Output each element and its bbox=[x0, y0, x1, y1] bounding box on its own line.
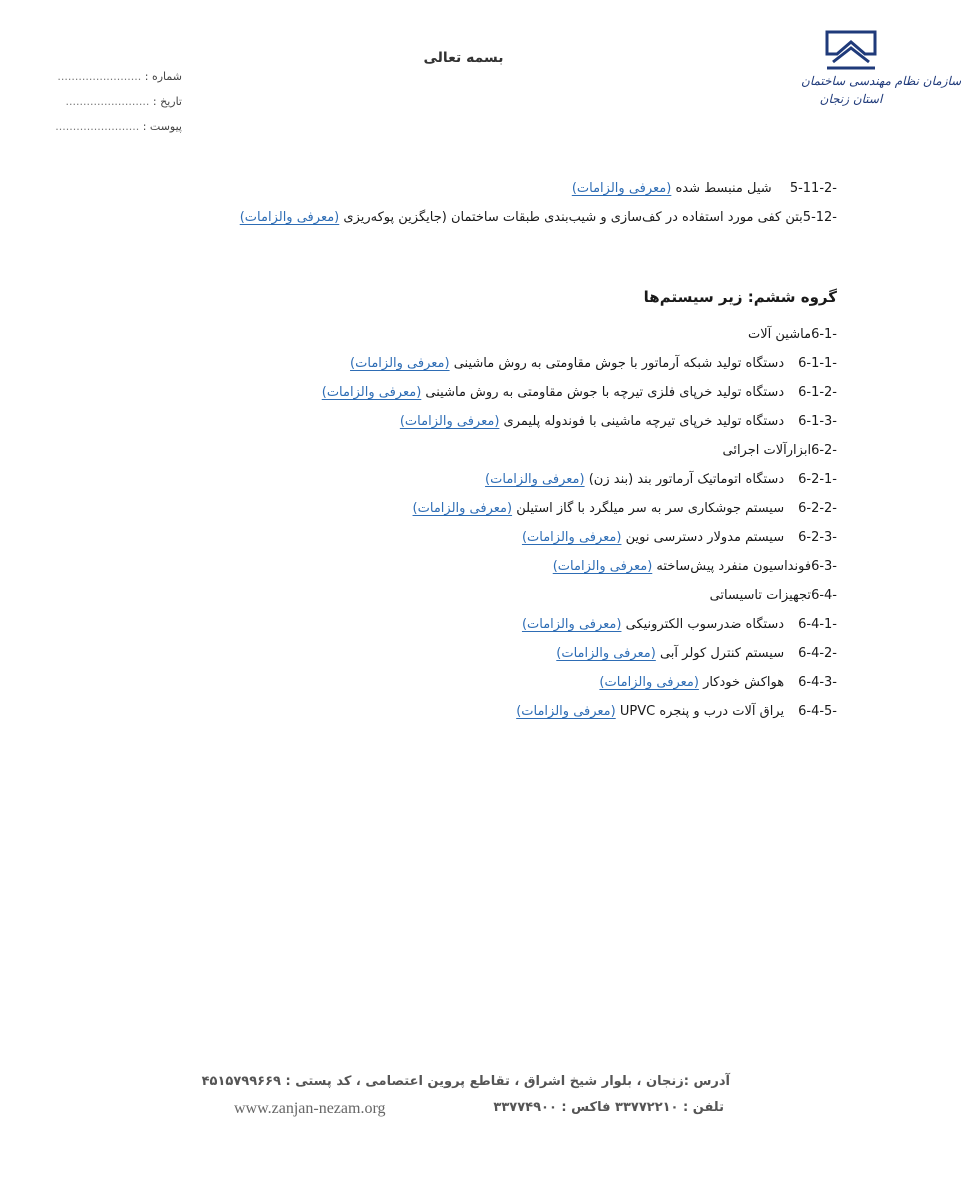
item-number: 6-1- bbox=[811, 327, 837, 342]
basmala-heading: بسمه تعالی bbox=[423, 50, 504, 66]
item-number: 6-2-2- bbox=[798, 501, 837, 516]
footer-contact bbox=[200, 1098, 730, 1126]
item-link[interactable]: (معرفی والزامات) bbox=[521, 617, 622, 632]
logo-province: استان زنجان bbox=[819, 92, 883, 106]
footer-address: آدرس :زنجان ، بلوار شیخ اشراق ، تقاطع پروین اعتصامی ، کد پستی : ۴۵۱۵۷۹۹۶۶۹ bbox=[201, 1074, 730, 1089]
document-body bbox=[197, 174, 837, 726]
item-text: دستگاه ضدرسوب الکترونیکی bbox=[625, 617, 785, 632]
list-item bbox=[197, 174, 837, 203]
list-item bbox=[197, 320, 837, 349]
item-number: 6-4-1- bbox=[798, 617, 837, 632]
item-link[interactable]: (معرفی والزامات) bbox=[321, 385, 422, 400]
item-number: 6-1-1- bbox=[798, 356, 837, 371]
list-item bbox=[197, 552, 837, 581]
list-item bbox=[197, 697, 837, 726]
item-link[interactable]: (معرفی والزامات) bbox=[516, 704, 616, 719]
list-item bbox=[197, 639, 837, 668]
item-link[interactable]: (معرفی والزامات) bbox=[599, 675, 699, 690]
item-number: 6-4-2- bbox=[798, 646, 837, 661]
item-text: سیستم مدولار دسترسی نوین bbox=[625, 530, 785, 545]
item-text: ابزارآلات اجرائی bbox=[722, 443, 812, 458]
list-item bbox=[197, 581, 837, 610]
section-list bbox=[197, 320, 837, 726]
list-item bbox=[197, 610, 837, 639]
item-number: 6-1-2- bbox=[798, 385, 837, 400]
item-number: 6-4-5- bbox=[798, 704, 837, 719]
item-text: شیل منبسط شده bbox=[675, 181, 772, 196]
item-text: دستگاه تولید خرپای فلزی تیرچه با جوش مقاومتی به روش ماشینی bbox=[425, 385, 785, 400]
item-link[interactable]: (معرفی والزامات) bbox=[399, 414, 500, 429]
footer-phone-fax: تلفن : ۳۳۷۷۲۲۱۰ فاکس : ۳۳۷۷۴۹۰۰ bbox=[493, 1100, 724, 1115]
meta-attachment-label: پیوست : bbox=[142, 120, 182, 133]
organization-logo bbox=[801, 28, 961, 124]
logo-org-name: سازمان نظام مهندسی ساختمان bbox=[801, 74, 961, 88]
meta-number-label: شماره : bbox=[144, 70, 182, 83]
item-number: 6-4-3- bbox=[798, 675, 837, 690]
item-text: بتن کفی مورد استفاده در کف‌سازی و شیب‌بندی طبقات ساختمان (جایگزین پوکه‌ریزی bbox=[343, 210, 803, 225]
meta-date-dots: ........................ bbox=[65, 95, 150, 108]
list-item bbox=[197, 203, 837, 232]
item-number: 6-2- bbox=[811, 443, 837, 458]
page-footer bbox=[200, 1070, 730, 1126]
item-text: دستگاه تولید شبکه آرماتور با جوش مقاومتی به روش ماشینی bbox=[453, 356, 785, 371]
item-text: سیستم جوشکاری سر به سر میلگرد با گاز استیلن bbox=[516, 501, 785, 516]
item-text: هواکش خودکار bbox=[703, 675, 785, 690]
meta-number-dots: ........................ bbox=[57, 70, 142, 83]
list-item bbox=[197, 494, 837, 523]
item-text: فونداسیون منفرد پیش‌ساخته bbox=[656, 559, 812, 574]
section-heading: گروه ششم: زیر سیستم‌ها bbox=[643, 288, 837, 306]
item-number: 6-4- bbox=[811, 588, 837, 603]
item-link[interactable]: (معرفی والزامات) bbox=[239, 210, 340, 225]
list-item bbox=[197, 523, 837, 552]
meta-number bbox=[52, 64, 182, 89]
meta-date-label: تاریخ : bbox=[152, 95, 182, 108]
list-item bbox=[197, 378, 837, 407]
letter-meta bbox=[52, 64, 182, 139]
item-link[interactable]: (معرفی والزامات) bbox=[552, 559, 653, 574]
list-item bbox=[197, 465, 837, 494]
meta-date bbox=[52, 89, 182, 114]
item-number: 5-12- bbox=[802, 210, 837, 225]
list-item bbox=[197, 407, 837, 436]
item-link[interactable]: (معرفی والزامات) bbox=[485, 472, 585, 487]
item-link[interactable]: (معرفی والزامات) bbox=[412, 501, 513, 516]
item-text: ماشین آلات bbox=[748, 327, 812, 342]
item-text: دستگاه اتوماتیک آرماتور بند (بند زن) bbox=[588, 472, 785, 487]
item-text: سیستم کنترل کولر آبی bbox=[659, 646, 785, 661]
meta-attachment-dots: ........................ bbox=[55, 120, 140, 133]
item-text: تجهیزات تاسیساتی bbox=[709, 588, 812, 603]
list-item bbox=[197, 436, 837, 465]
meta-attachment bbox=[52, 114, 182, 139]
item-text: دستگاه تولید خرپای تیرچه ماشینی با فوندوله پلیمری bbox=[503, 414, 785, 429]
footer-website-link[interactable]: www.zanjan-nezam.org bbox=[234, 1100, 386, 1117]
item-number: 5-11-2- bbox=[789, 181, 837, 196]
item-link[interactable]: (معرفی والزامات) bbox=[521, 530, 622, 545]
list-item bbox=[197, 668, 837, 697]
item-number: 6-2-3- bbox=[798, 530, 837, 545]
item-number: 6-2-1- bbox=[798, 472, 837, 487]
item-text: یراق آلات درب و پنجره UPVC bbox=[619, 704, 785, 719]
item-link[interactable]: (معرفی والزامات) bbox=[556, 646, 656, 661]
item-number: 6-1-3- bbox=[798, 414, 837, 429]
list-item bbox=[197, 349, 837, 378]
item-number: 6-3- bbox=[811, 559, 837, 574]
item-link[interactable]: (معرفی والزامات) bbox=[350, 356, 450, 371]
item-link[interactable]: (معرفی والزامات) bbox=[571, 181, 672, 196]
